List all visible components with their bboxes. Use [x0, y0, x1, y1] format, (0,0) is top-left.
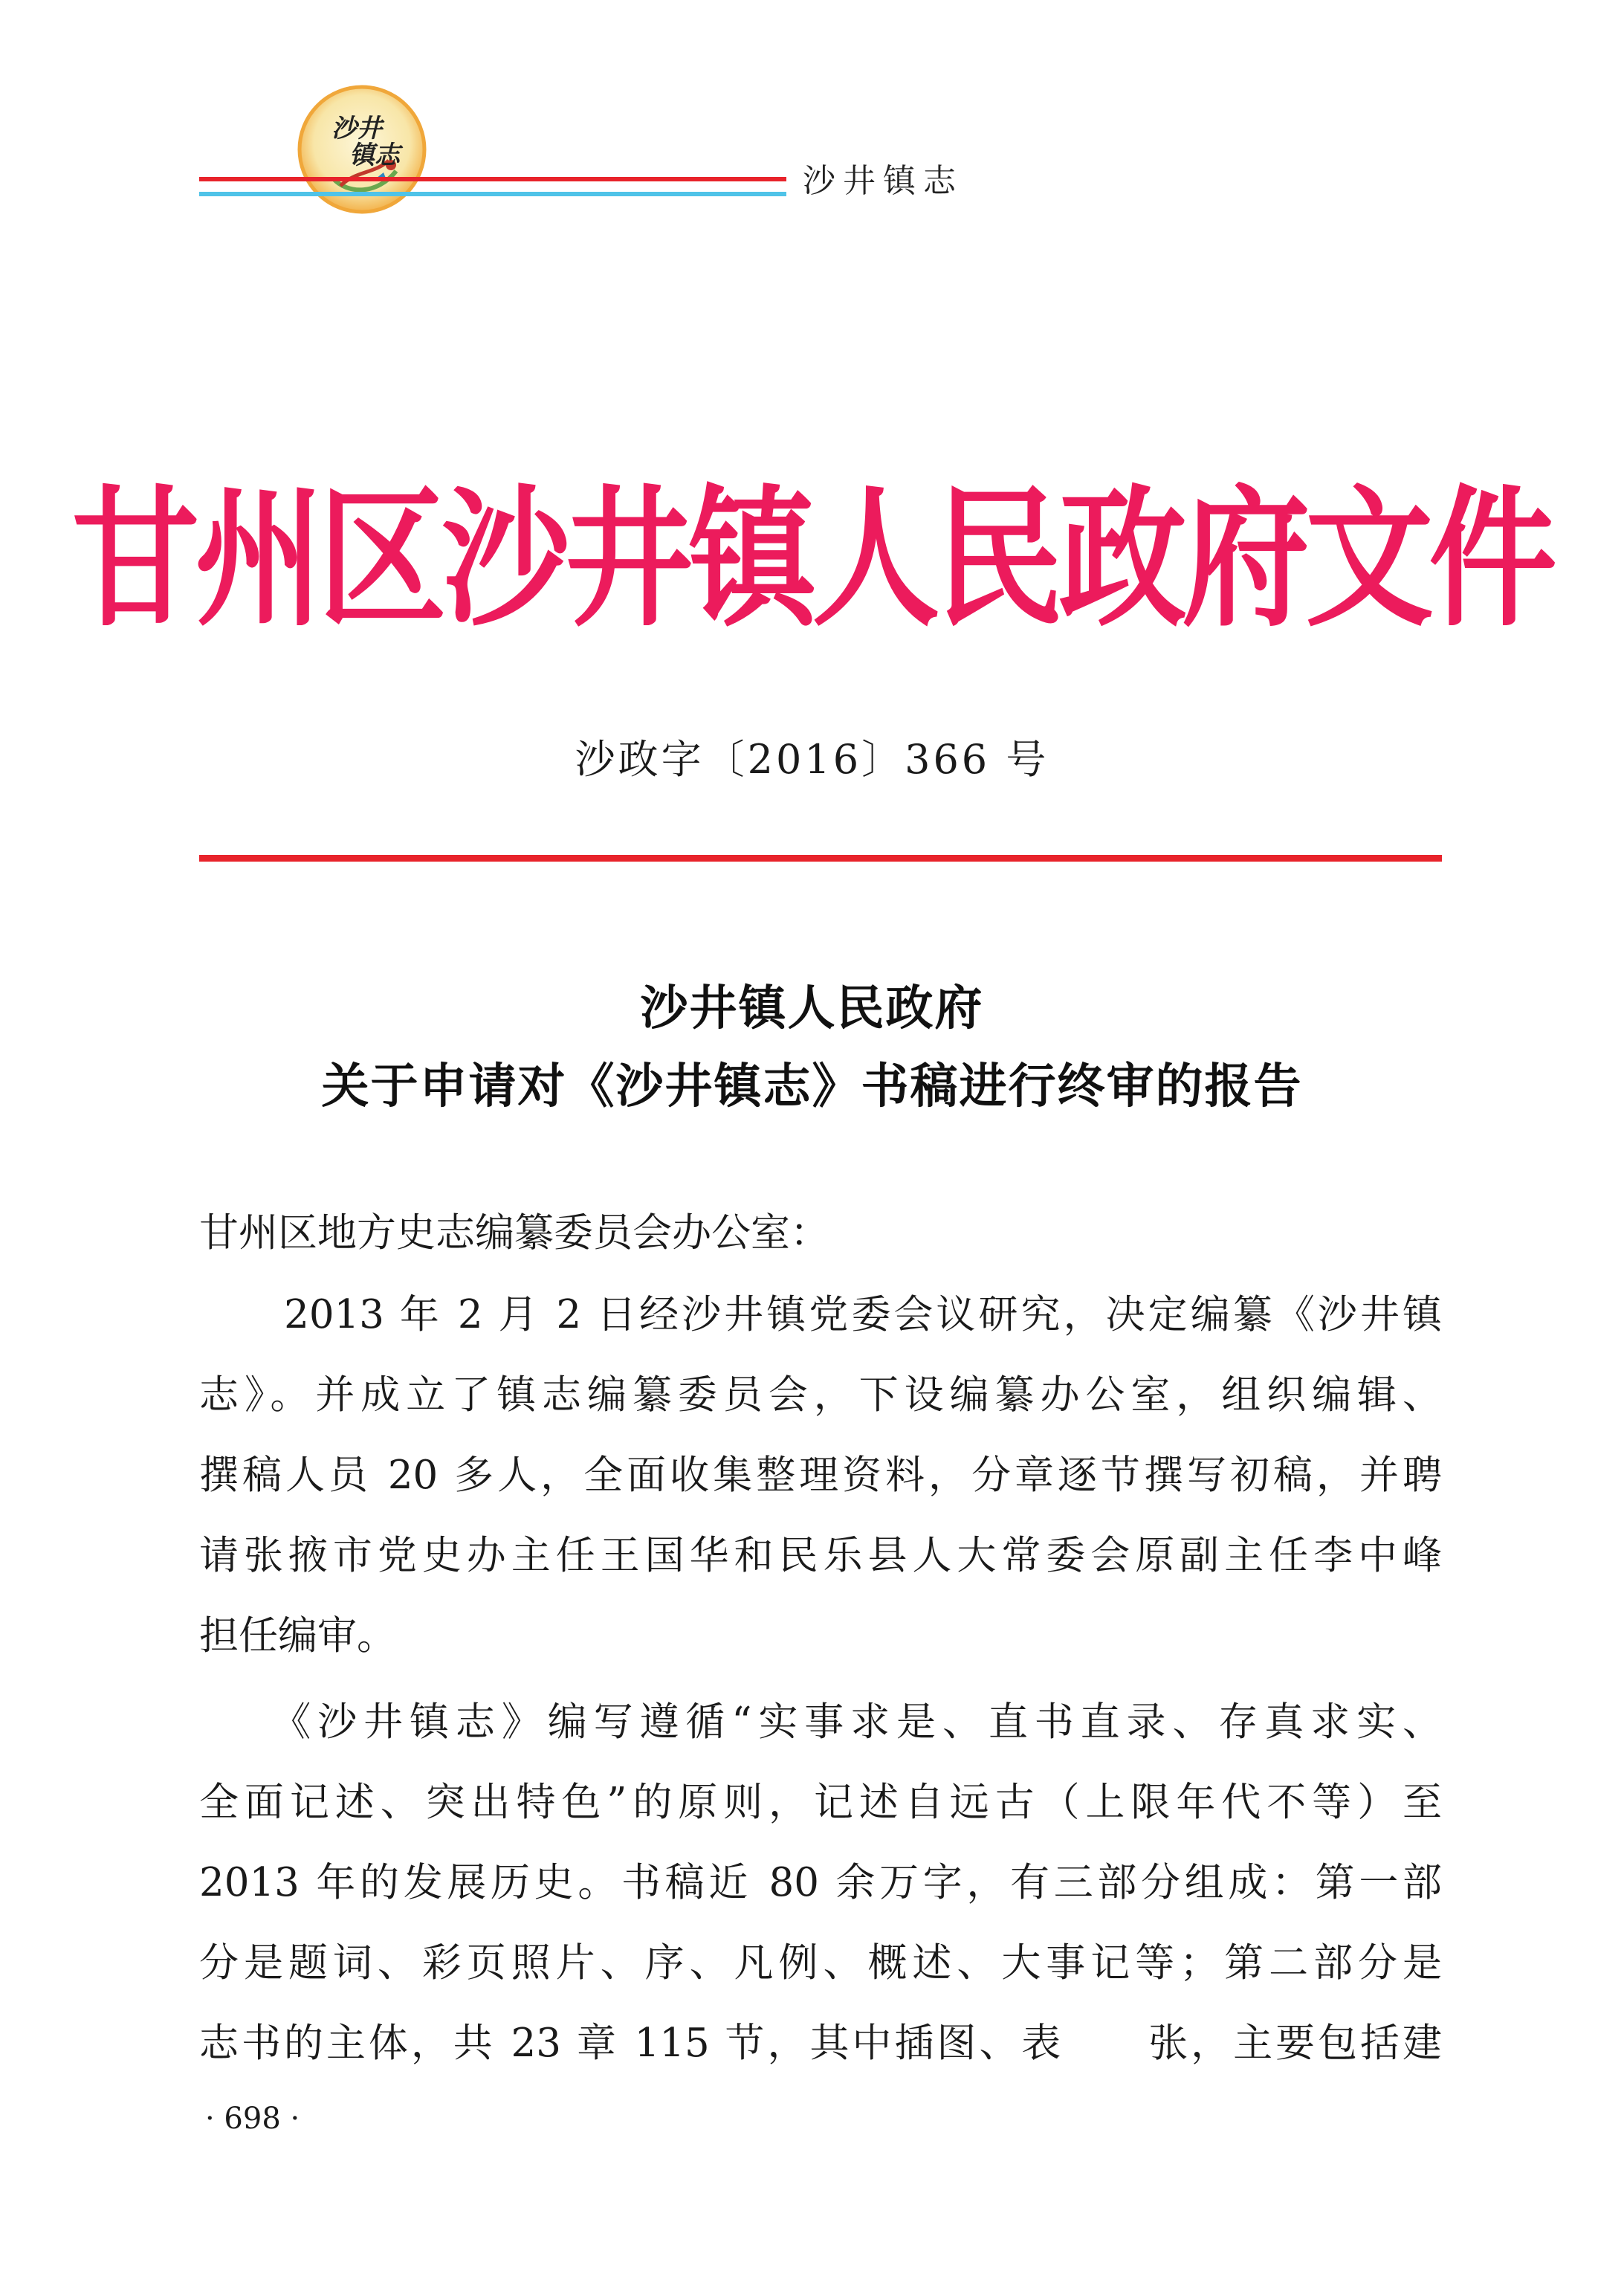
header-rule-blue — [199, 192, 786, 196]
body-line: 请张掖市党史办主任王国华和民乐县人大常委会原副主任李中峰 — [199, 1533, 1442, 1578]
body-salutation: 甘州区地方史志编纂委员会办公室： — [199, 1210, 829, 1256]
page-number: · 698 · — [205, 2102, 300, 2136]
header-rule-red — [199, 177, 786, 181]
body-line: 分是题词、彩页照片、序、凡例、概述、大事记等；第二部分是 — [199, 1940, 1442, 1986]
body-line: 2013 年的发展历史。书稿近 80 余万字，有三部分组成：第一部 — [199, 1860, 1442, 1905]
document-red-head: 甘州区沙井镇人民政府文件 — [71, 469, 1553, 648]
logo-text-line2: 镇志 — [349, 141, 400, 170]
body-line: 担任编审。 — [199, 1613, 396, 1659]
body-line: 全面记述、突出特色”的原则，记述自远古（上限年代不等）至 — [199, 1780, 1442, 1825]
body-line: 志书的主体，共 23 章 115 节，其中插图、表 张，主要包括建 — [199, 2021, 1442, 2066]
running-title: 沙井镇志 — [803, 162, 963, 200]
logo-text-line1: 沙井 — [331, 114, 382, 143]
red-separator-rule — [199, 855, 1442, 862]
body-line: 《沙井镇志》编写遵循“实事求是、直书直录、存真求实、 — [199, 1699, 1442, 1745]
document-number: 沙政字〔2016〕366 号 — [575, 736, 1049, 783]
report-title-line2: 关于申请对《沙井镇志》书稿进行终审的报告 — [321, 1059, 1303, 1114]
report-title-line1: 沙井镇人民政府 — [640, 981, 984, 1036]
body-line: 撰稿人员 20 多人，全面收集整理资料，分章逐节撰写初稿，并聘 — [199, 1453, 1442, 1498]
body-line: 志》。并成立了镇志编纂委员会，下设编纂办公室，组织编辑、 — [199, 1372, 1442, 1418]
body-line: 2013 年 2 月 2 日经沙井镇党委会议研究，决定编纂《沙井镇 — [199, 1292, 1442, 1337]
